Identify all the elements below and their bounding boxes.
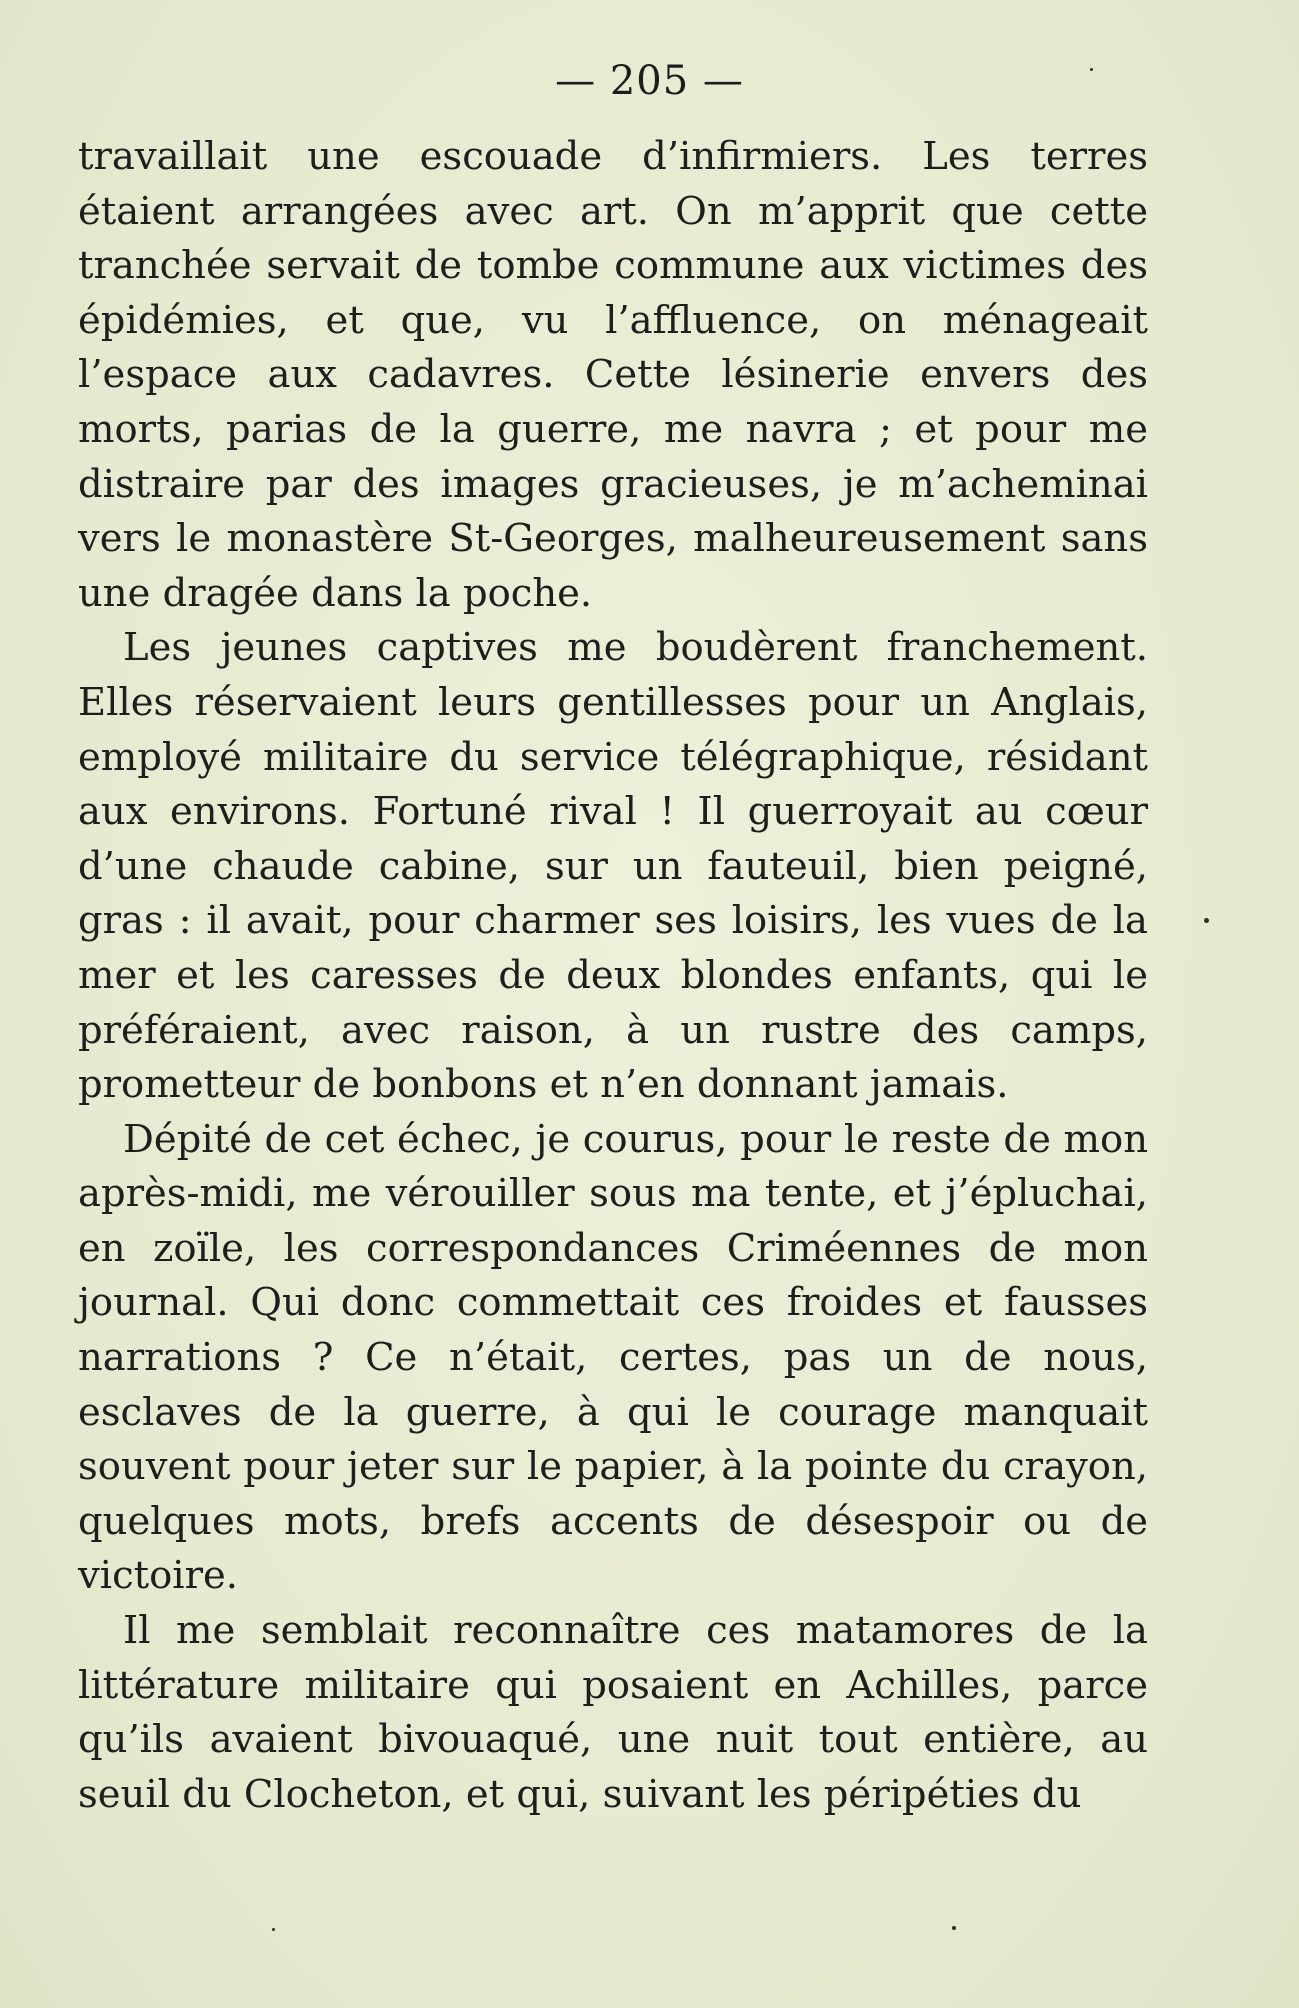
paper-speck [1204,918,1209,923]
paragraph-3: Dépité de cet échec, je courus, pour le reste de mon après-midi, me vérouiller sous ma tente, et j’épluchai, en zoïle, les correspondances Criméennes de mon journal. Qui donc commettait ces froides et fausses narrations ? Ce n’était, certes, pas un de nous, esclaves de la guerre, à qui le courage manquait souvent pour jeter sur le papier, à la pointe du crayon, quelques mots, brefs accents de désespoir ou de victoire. [78,1116,1148,1599]
page-number: — 205 — [555,58,744,104]
paragraph-1: travaillait une escouade d’infirmiers. Les terres étaient arrangées avec art. On m’apprit que cette tranchée servait de tombe commune aux victimes des épidémies, et que, vu l’affluence, on ménageait l’espace aux cadavres. Cette lésinerie envers des morts, parias de la guerre, me navra ; et pour me distraire par des images gracieuses, je m’acheminai vers le monastère St-Georges, malheureusement sans une dragée dans la poche. [78,134,1148,616]
paragraph-4: Il me semblait reconnaître ces matamores de la littérature militaire qui posaient en Achilles, parce qu’ils avaient bivouaqué, une nuit tout entière, au seuil du Clocheton, et qui, suivant les péripéties du [78,1608,1148,1817]
body-text [78,130,1148,1822]
paper-speck [272,1928,275,1931]
paper-speck [952,1926,956,1930]
paragraph-2: Les jeunes captives me boudèrent franchement. Elles réservaient leurs gentillesses pour un Anglais, employé militaire du service télégraphique, résidant aux environs. Fortuné rival ! Il guerroyait au cœur d’une chaude cabine, sur un fauteuil, bien peigné, gras : il avait, pour charmer ses loisirs, les vues de la mer et les caresses de deux blondes enfants, qui le préféraient, avec raison, à un rustre des camps, prometteur de bonbons et n’en donnant jamais. [78,625,1148,1108]
paper-speck [1090,68,1093,71]
